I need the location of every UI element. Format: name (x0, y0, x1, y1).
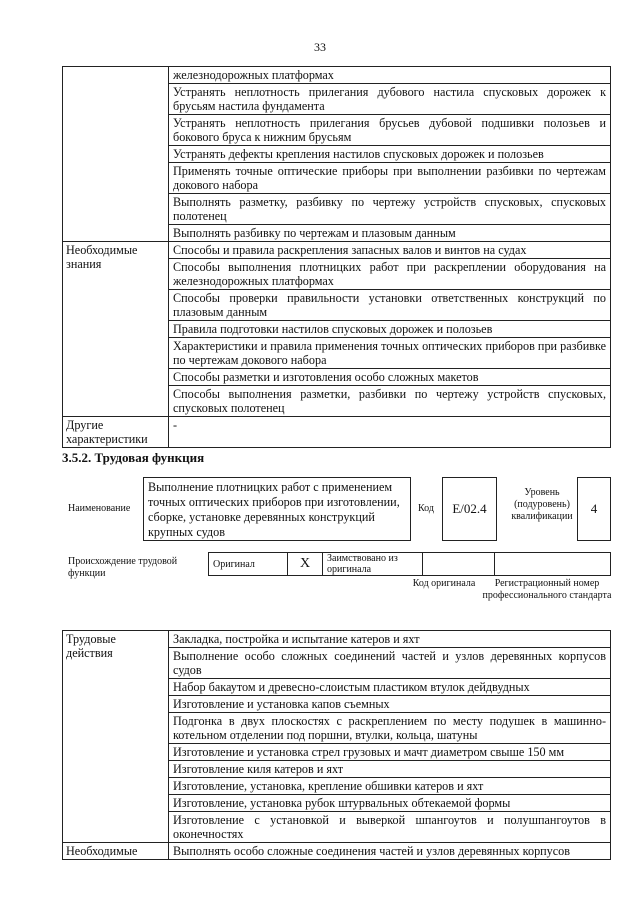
reg-number-cell (495, 553, 611, 576)
knowledge-row: Способы выполнения разметки, разбивки по чертежу устройств спусковых, спусковых полотенец (169, 386, 611, 417)
action-row: Изготовление и установка стрел грузовых и мачт диаметром свыше 150 мм (169, 744, 611, 761)
reg-number-caption: Регистрационный номер профессионального стандарта (482, 578, 612, 601)
level-label: Уровень (подуровень) квалификации (511, 487, 573, 522)
table-row (63, 242, 611, 259)
function-name-box: Выполнение плотницких работ с применением точных оптических приборов при изготовлении, сборке, установке деревянных конструкций крупных судов (143, 477, 411, 541)
skill-row: Применять точные оптические приборы при выполнении разбивки по чертежам докового набора (169, 163, 611, 194)
knowledge-row: Правила подготовки настилов спусковых дорожек и полозьев (169, 321, 611, 338)
knowledge-row: Способы выполнения плотницких работ при раскреплении оборудования на железнодорожных платформах (169, 259, 611, 290)
actions-table (62, 630, 611, 860)
action-row: Подгонка в двух плоскостях с раскреплением по месту подушек в машинно-котельном отделении под поршни, втулки, кольца, шатуны (169, 713, 611, 744)
action-row: Закладка, постройка и испытание катеров и яхт (169, 631, 611, 648)
origin-label: Происхождение трудовой функции (68, 556, 178, 579)
table-row (63, 417, 611, 448)
original-mark: X (288, 553, 323, 576)
skill-row: Выполнять разбивку по чертежам и плазовым данным (169, 225, 611, 242)
origin-table (208, 552, 611, 576)
code-original-cell (423, 553, 495, 576)
skill-row: Выполнять разметку, разбивку по чертежу устройств спусковых, спусковых полотенец (169, 194, 611, 225)
knowledge-row: Способы разметки и изготовления особо сложных макетов (169, 369, 611, 386)
action-row: Изготовление, установка рубок штурвальных обтекаемой формы (169, 795, 611, 812)
action-row: Выполнение особо сложных соединений частей и узлов деревянных корпусов судов (169, 648, 611, 679)
skill-row: железнодорожных платформах (169, 67, 611, 84)
knowledge-row: Характеристики и правила применения точных оптических приборов при разбивке по чертежам докового набора (169, 338, 611, 369)
code-value-box: E/02.4 (442, 477, 497, 541)
skill-row: Устранять неплотность прилегания брусьев дубовой подшивки полозьев и бокового бруса к нижним брусьям (169, 115, 611, 146)
code-original-caption: Код оригинала (412, 578, 476, 589)
action-row: Изготовление киля катеров и яхт (169, 761, 611, 778)
table-row (63, 843, 611, 860)
page-number: 33 (314, 40, 326, 54)
section-heading: 3.5.2. Трудовая функция (62, 450, 205, 465)
name-label: Наименование (68, 503, 131, 514)
table-row (63, 631, 611, 648)
skill-row: Устранять дефекты крепления настилов спусковых дорожек и полозьев (169, 146, 611, 163)
borrowed-label: Заимствовано из оригинала (323, 553, 423, 576)
other-characteristics-value: - (169, 417, 611, 448)
original-label: Оригинал (209, 553, 288, 576)
action-row: Набор бакаутом и древесно-слоистым пластиком втулок дейдвудных (169, 679, 611, 696)
knowledge-label: Необходимые знания (63, 242, 169, 417)
skill-row: Устранять неплотность прилегания дубового настила спусковых дорожек к брусьям настила фундамента (169, 84, 611, 115)
empty-label-cell (63, 67, 169, 242)
code-label: Код (418, 503, 434, 514)
knowledge-label: Необходимые (63, 843, 169, 860)
level-value-box: 4 (577, 477, 611, 541)
action-row: Изготовление и установка капов съемных (169, 696, 611, 713)
knowledge-row: Выполнять особо сложные соединения частей и узлов деревянных корпусов (169, 843, 611, 860)
table-row (63, 67, 611, 84)
knowledge-row: Способы и правила раскрепления запасных валов и винтов на судах (169, 242, 611, 259)
other-characteristics-label: Другие характеристики (63, 417, 169, 448)
knowledge-row: Способы проверки правильности установки ответственных конструкций по плазовым данным (169, 290, 611, 321)
actions-label: Трудовые действия (63, 631, 169, 843)
table-row (209, 553, 611, 576)
action-row: Изготовление с установкой и выверкой шпангоутов и полушпангоутов в оконечностях (169, 812, 611, 843)
action-row: Изготовление, установка, крепление обшивки катеров и яхт (169, 778, 611, 795)
requirements-table (62, 66, 611, 448)
